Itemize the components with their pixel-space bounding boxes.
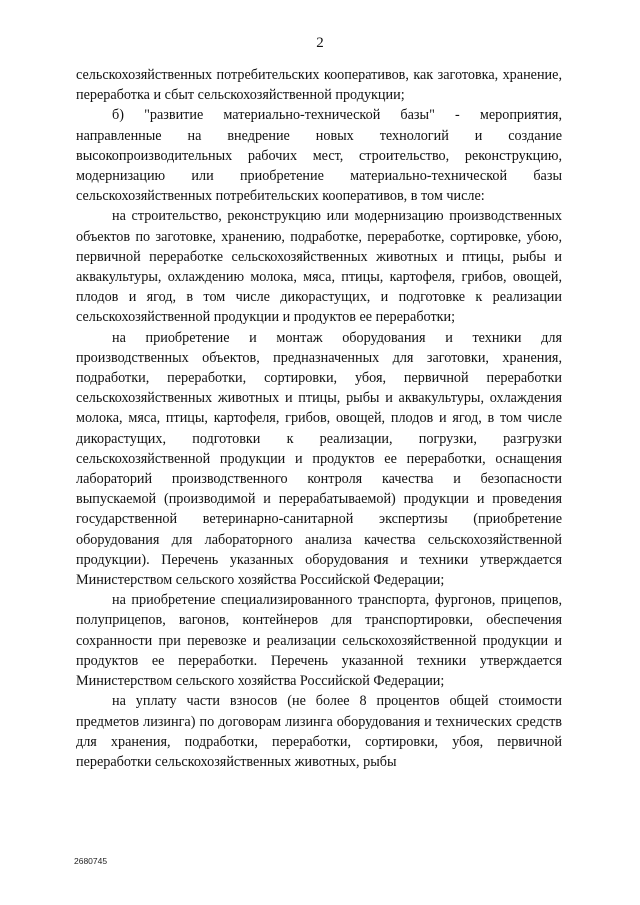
paragraph-leasing: на уплату части взносов (не более 8 процентов общей стоимости предметов лизинга) по договорам лизинга оборудования и технических средств для хранения, подработки, переработки, сортировки, убоя, первичной переработки сельскохозяйственных животных, рыбы: [76, 693, 562, 770]
paragraph-equipment: на приобретение и монтаж оборудования и техники для производственных объектов, предназначенных для заготовки, хранения, подработки, переработки, сортировки, убоя, первичной переработки сельскохозяйственных животных и птицы, рыбы и аквакультуры, охлаждения молока, мяса, птицы, картофеля, грибов, овощей, плодов и ягод, в том числе дикорастущих, подготовки к реализации, погрузки, разгрузки сельскохозяйственной продукции и продуктов ее переработки, оснащения лабораторий производственного контроля качества и безопасности выпускаемой (производимой и перерабатываемой) продукции и проведения государственной ветеринарно-санитарной экспертизы (приобретение оборудования для лабораторного анализа качества сельскохозяйственной продукции). Перечень указанных оборудования и техники утверждается Министерством сельского хозяйства Российской Федерации;: [76, 329, 562, 589]
paragraph-transport: на приобретение специализированного транспорта, фургонов, прицепов, полуприцепов, вагонов, контейнеров для транспортировки, обеспечения сохранности при перевозке и реализации сельскохозяйственной продукции и продуктов ее переработки. Перечень указанной техники утверждается Министерством сельского хозяйства Российской Федерации;: [76, 592, 562, 690]
paragraph-continuation: сельскохозяйственных потребительских кооперативов, как заготовка, хранение, переработка и сбыт сельскохозяйственной продукции;: [76, 67, 562, 104]
paragraph-item-b: б) "развитие материально-технической базы" - мероприятия, направленные на внедрение новых технологий и создание высокопроизводительных рабочих мест, строительство, реконструкцию, модернизацию или приобретение материально-технической базы сельскохозяйственных потребительских кооперативов, в том числе:: [76, 107, 562, 205]
paragraph-construction: на строительство, реконструкцию или модернизацию производственных объектов по заготовке, хранению, подработке, переработке, сортировке, убою, первичной переработке сельскохозяйственных животных и птицы, рыбы и аквакультуры, охлаждению молока, мяса, птицы, картофеля, грибов, овощей, плодов и ягод, в том числе дикорастущих, и подготовке к реализации сельскохозяйственной продукции и продуктов ее переработки;: [76, 208, 562, 326]
page-number: 2: [316, 35, 324, 51]
document-id: 2680745: [74, 856, 108, 866]
document-body: [76, 65, 562, 772]
